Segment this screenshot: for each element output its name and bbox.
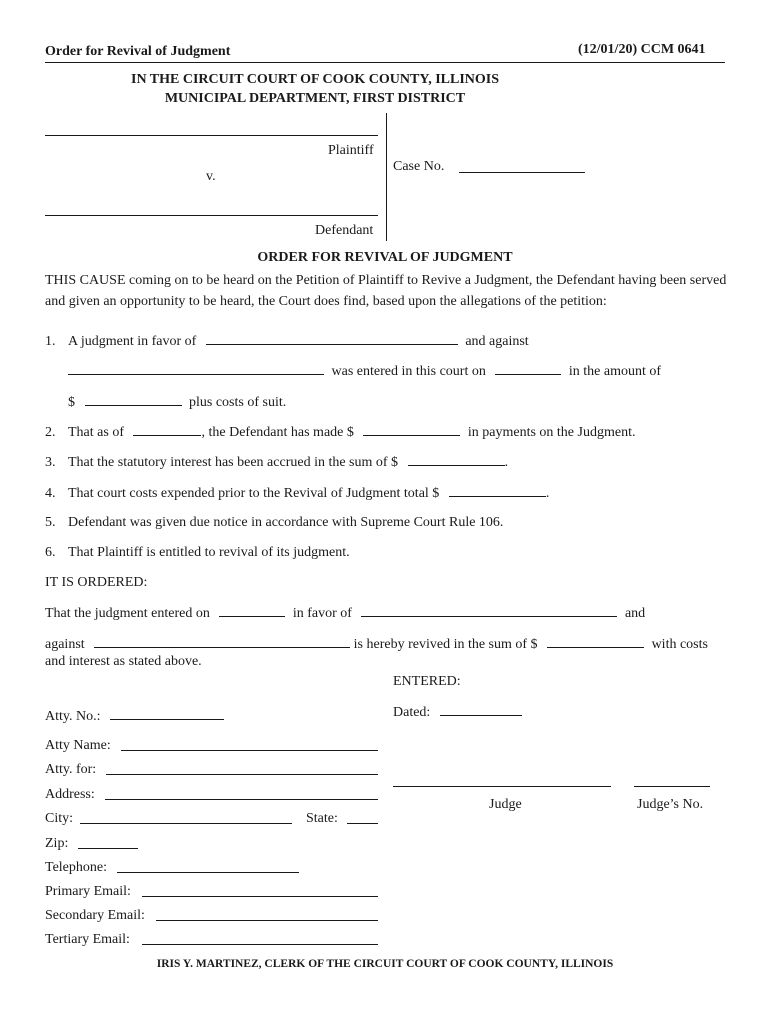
- judgment-entered-on-field[interactable]: [219, 605, 285, 617]
- statutory-interest-field[interactable]: [408, 454, 505, 466]
- ordered-line1: [45, 605, 645, 622]
- finding-2-text-a: That as of: [68, 425, 124, 440]
- atty-no-row: [45, 708, 224, 725]
- finding-6-text: That Plaintiff is entitled to revival of its judgment.: [68, 545, 350, 560]
- judge-signature-field[interactable]: [393, 786, 611, 787]
- primary-email-label: Primary Email:: [45, 884, 131, 899]
- court-department: MUNICIPAL DEPARTMENT, FIRST DISTRICT: [164, 91, 466, 106]
- tertiary-email-field[interactable]: [142, 944, 378, 945]
- plaintiff-name-field[interactable]: [45, 135, 378, 136]
- city-label: City:: [45, 811, 74, 826]
- dated-field[interactable]: [440, 704, 522, 716]
- form-code: (12/01/20) CCM 0641: [578, 42, 706, 57]
- finding-4-text-b: .: [545, 486, 550, 501]
- case-no-field[interactable]: [459, 172, 585, 173]
- zip-label: Zip:: [45, 836, 69, 851]
- judge-number-field[interactable]: [634, 786, 710, 787]
- city-field[interactable]: [80, 823, 292, 824]
- court-name: IN THE CIRCUIT COURT OF COOK COUNTY, ILLINOIS: [131, 72, 499, 87]
- secondary-email-field[interactable]: [156, 920, 378, 921]
- ordered-heading: IT IS ORDERED:: [45, 575, 148, 590]
- defendant-name-field[interactable]: [45, 215, 378, 216]
- ordered-line2: [45, 636, 708, 653]
- ordered-text-a: That the judgment entered on: [45, 606, 210, 621]
- finding-2-number: 2.: [45, 425, 56, 440]
- finding-3: [45, 454, 508, 471]
- atty-for-label: Atty. for:: [45, 762, 97, 777]
- plaintiff-label: Plaintiff: [328, 143, 374, 158]
- finding-1-line2: [68, 363, 661, 380]
- finding-6: [45, 545, 350, 561]
- payments-amount-field[interactable]: [363, 424, 460, 436]
- finding-1-text-b: and against: [465, 334, 529, 349]
- ordered-text-c: and: [624, 606, 646, 621]
- telephone-label: Telephone:: [45, 860, 107, 875]
- finding-1-text-e: $: [68, 395, 75, 410]
- primary-email-field[interactable]: [142, 896, 378, 897]
- ordered-text-f: with costs: [651, 637, 708, 652]
- entered-label: ENTERED:: [393, 674, 461, 689]
- form-title: Order for Revival of Judgment: [45, 44, 231, 59]
- court-costs-field[interactable]: [449, 485, 546, 497]
- revived-against-field[interactable]: [94, 636, 350, 648]
- judgment-entered-date-field[interactable]: [495, 363, 561, 375]
- telephone-field[interactable]: [117, 872, 299, 873]
- state-field[interactable]: [347, 823, 378, 824]
- finding-1-text-f: plus costs of suit.: [189, 395, 287, 410]
- ordered-text-b: in favor of: [292, 606, 352, 621]
- judgment-amount-field[interactable]: [85, 394, 182, 406]
- finding-4: [45, 485, 549, 502]
- finding-6-number: 6.: [45, 545, 56, 560]
- finding-2-text-b: , the Defendant has made $: [201, 425, 354, 440]
- atty-no-label: Atty. No.:: [45, 709, 101, 724]
- dated-label: Dated:: [393, 705, 431, 720]
- finding-2: [45, 424, 635, 441]
- address-label: Address:: [45, 787, 95, 802]
- finding-1-number: 1.: [45, 334, 56, 349]
- atty-no-field[interactable]: [110, 708, 224, 720]
- order-title: ORDER FOR REVIVAL OF JUDGMENT: [257, 250, 513, 265]
- atty-name-label: Atty Name:: [45, 738, 111, 753]
- atty-name-field[interactable]: [121, 750, 378, 751]
- zip-field[interactable]: [78, 848, 138, 849]
- finding-1-text-a: A judgment in favor of: [68, 334, 197, 349]
- ordered-text-e: is hereby revived in the sum of $: [353, 637, 538, 652]
- state-label: State:: [306, 811, 338, 826]
- case-no-label: Case No.: [393, 159, 445, 174]
- payments-as-of-date-field[interactable]: [133, 424, 201, 436]
- finding-1-line3: [68, 394, 286, 411]
- judge-label: Judge: [489, 797, 522, 812]
- finding-3-text-a: That the statutory interest has been accrued in the sum of $: [68, 455, 399, 470]
- address-field[interactable]: [105, 799, 378, 800]
- ordered-text-d: against: [45, 637, 85, 652]
- atty-for-field[interactable]: [106, 774, 378, 775]
- finding-4-number: 4.: [45, 486, 56, 501]
- caption-divider: [386, 113, 387, 241]
- finding-5: [45, 515, 503, 531]
- secondary-email-label: Secondary Email:: [45, 908, 145, 923]
- judge-number-label: Judge’s No.: [637, 797, 704, 812]
- finding-3-number: 3.: [45, 455, 56, 470]
- revived-sum-field[interactable]: [547, 636, 644, 648]
- finding-3-text-b: .: [504, 455, 509, 470]
- finding-5-number: 5.: [45, 515, 56, 530]
- header-rule: [45, 62, 725, 63]
- dated-row: [393, 704, 522, 721]
- defendant-label: Defendant: [315, 223, 374, 238]
- tertiary-email-label: Tertiary Email:: [45, 932, 130, 947]
- judgment-against-field[interactable]: [68, 363, 324, 375]
- finding-2-text-c: in payments on the Judgment.: [467, 425, 636, 440]
- ordered-text-g: and interest as stated above.: [45, 654, 202, 669]
- finding-1: [45, 333, 529, 350]
- intro-paragraph: THIS CAUSE coming on to be heard on the Petition of Plaintiff to Revive a Judgment, the Defendant having been served and given an opportunity to be heard, the Court does find, based upon the allegations of the petition:: [45, 273, 727, 309]
- finding-1-text-d: in the amount of: [568, 364, 662, 379]
- judgment-favor-of-field[interactable]: [206, 333, 458, 345]
- revived-favor-of-field[interactable]: [361, 605, 617, 617]
- finding-1-text-c: was entered in this court on: [331, 364, 486, 379]
- versus-label: v.: [206, 169, 216, 184]
- finding-4-text-a: That court costs expended prior to the Revival of Judgment total $: [68, 486, 440, 501]
- clerk-footer: IRIS Y. MARTINEZ, CLERK OF THE CIRCUIT COURT OF COOK COUNTY, ILLINOIS: [156, 958, 614, 970]
- finding-5-text: Defendant was given due notice in accordance with Supreme Court Rule 106.: [68, 515, 504, 530]
